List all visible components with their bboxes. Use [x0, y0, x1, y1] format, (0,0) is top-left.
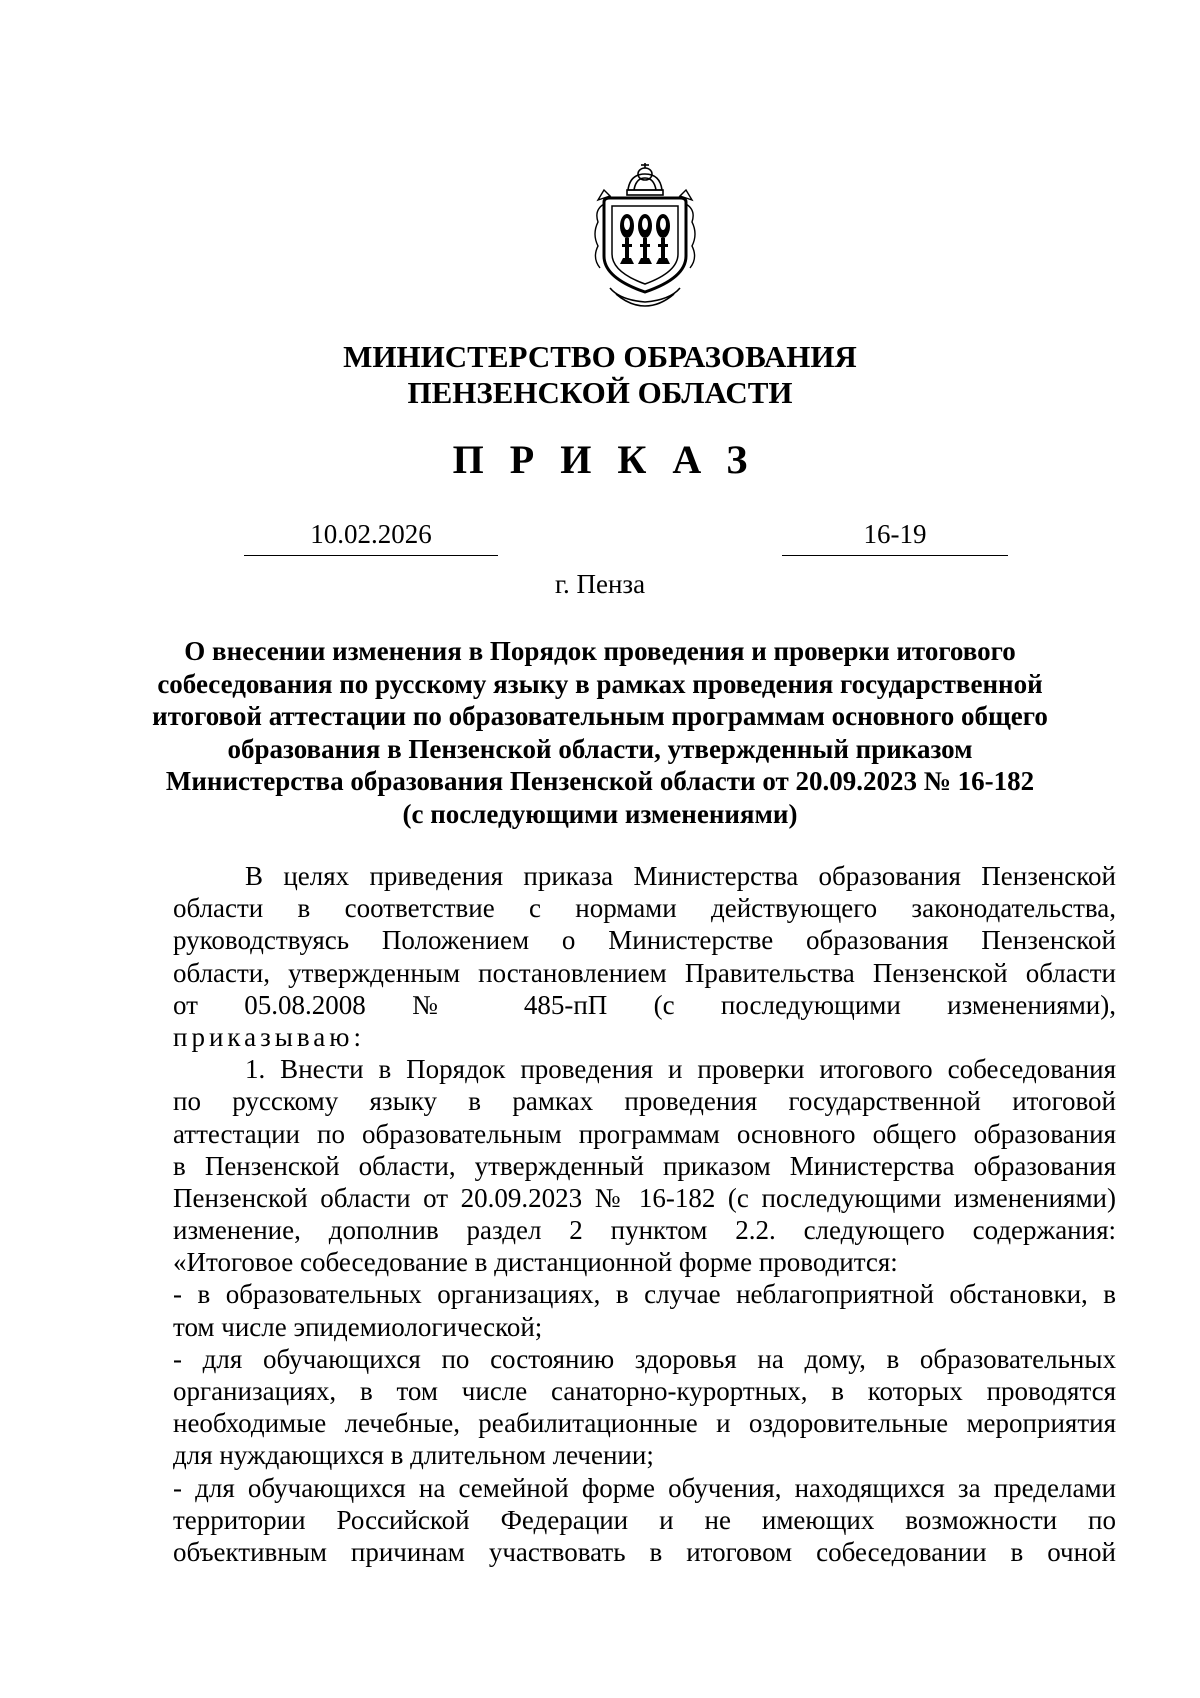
order-body [173, 860, 1116, 1568]
body-line: В целях приведения приказа Министерства образования Пензенской [245, 861, 1116, 891]
body-line: области в соответствие с нормами действующего законодательства, [173, 893, 1116, 924]
body-line-decree-word: приказываю: [173, 1021, 365, 1052]
body-line: территории Российской Федерации и не имеющих возможности по [173, 1504, 1116, 1535]
body-line: - для обучающихся на семейной форме обучения, находящихся за пределами [173, 1472, 1116, 1503]
body-line: объективным причинам участвовать в итоговом собеседовании в очной [173, 1536, 1116, 1567]
body-line: для нуждающихся в длительном лечении; [173, 1440, 654, 1471]
title-line: О внесении изменения в Порядок проведения и проверки итогового [184, 636, 1016, 666]
title-line: итоговой аттестации по образовательным программам основного общего [152, 701, 1048, 731]
body-line: 1. Внести в Порядок проведения и проверки итогового собеседования [245, 1054, 1116, 1085]
order-date: 10.02.2026 [244, 515, 498, 556]
body-line: изменение, дополнив раздел 2 пунктом 2.2. следующего содержания: [173, 1215, 1116, 1246]
body-line: руководствуясь Положением о Министерстве образования Пензенской [173, 925, 1116, 956]
body-line: том числе эпидемиологической; [173, 1311, 543, 1342]
body-line: «Итоговое собеседование в дистанционной форме проводится: [173, 1247, 898, 1278]
body-line: необходимые лечебные, реабилитационные и оздоровительные мероприятия [173, 1408, 1116, 1439]
order-title [150, 635, 1050, 830]
body-line: по русскому языку в рамках проведения государственной итоговой [173, 1086, 1116, 1117]
order-city: г. Пенза [554, 569, 646, 599]
document-type-heading: ПРИКАЗ [452, 437, 774, 482]
title-line: образования в Пензенской области, утвержденный приказом [227, 733, 973, 764]
ministry-name-line-1: МИНИСТЕРСТВО ОБРАЗОВАНИЯ [343, 339, 857, 374]
body-line: от 05.08.2008 № 485-пП (с последующими изменениями), [173, 989, 1116, 1020]
order-number: 16-19 [782, 515, 1008, 556]
ministry-name-line-2: ПЕНЗЕНСКОЙ ОБЛАСТИ [407, 375, 793, 410]
body-line: Пензенской области от 20.09.2023 № 16-182 (с последующими изменениями) [173, 1182, 1116, 1213]
title-line: (с последующими изменениями) [402, 798, 798, 829]
body-line: области, утвержденным постановлением Правительства Пензенской области [173, 957, 1116, 988]
penza-coat-of-arms-icon [590, 160, 700, 310]
body-line: организациях, в том числе санаторно-курортных, в которых проводятся [173, 1376, 1116, 1406]
body-line: - в образовательных организациях, в случае неблагоприятной обстановки, в [173, 1279, 1116, 1310]
body-line: аттестации по образовательным программам основного общего образования [173, 1118, 1116, 1149]
body-line: - для обучающихся по состоянию здоровья на дому, в образовательных [173, 1343, 1116, 1374]
title-line: собеседования по русскому языку в рамках проведения государственной [157, 668, 1043, 699]
body-line: в Пензенской области, утвержденный приказом Министерства образования [173, 1150, 1116, 1181]
title-line: Министерства образования Пензенской области от 20.09.2023 № 16-182 [165, 766, 1035, 796]
